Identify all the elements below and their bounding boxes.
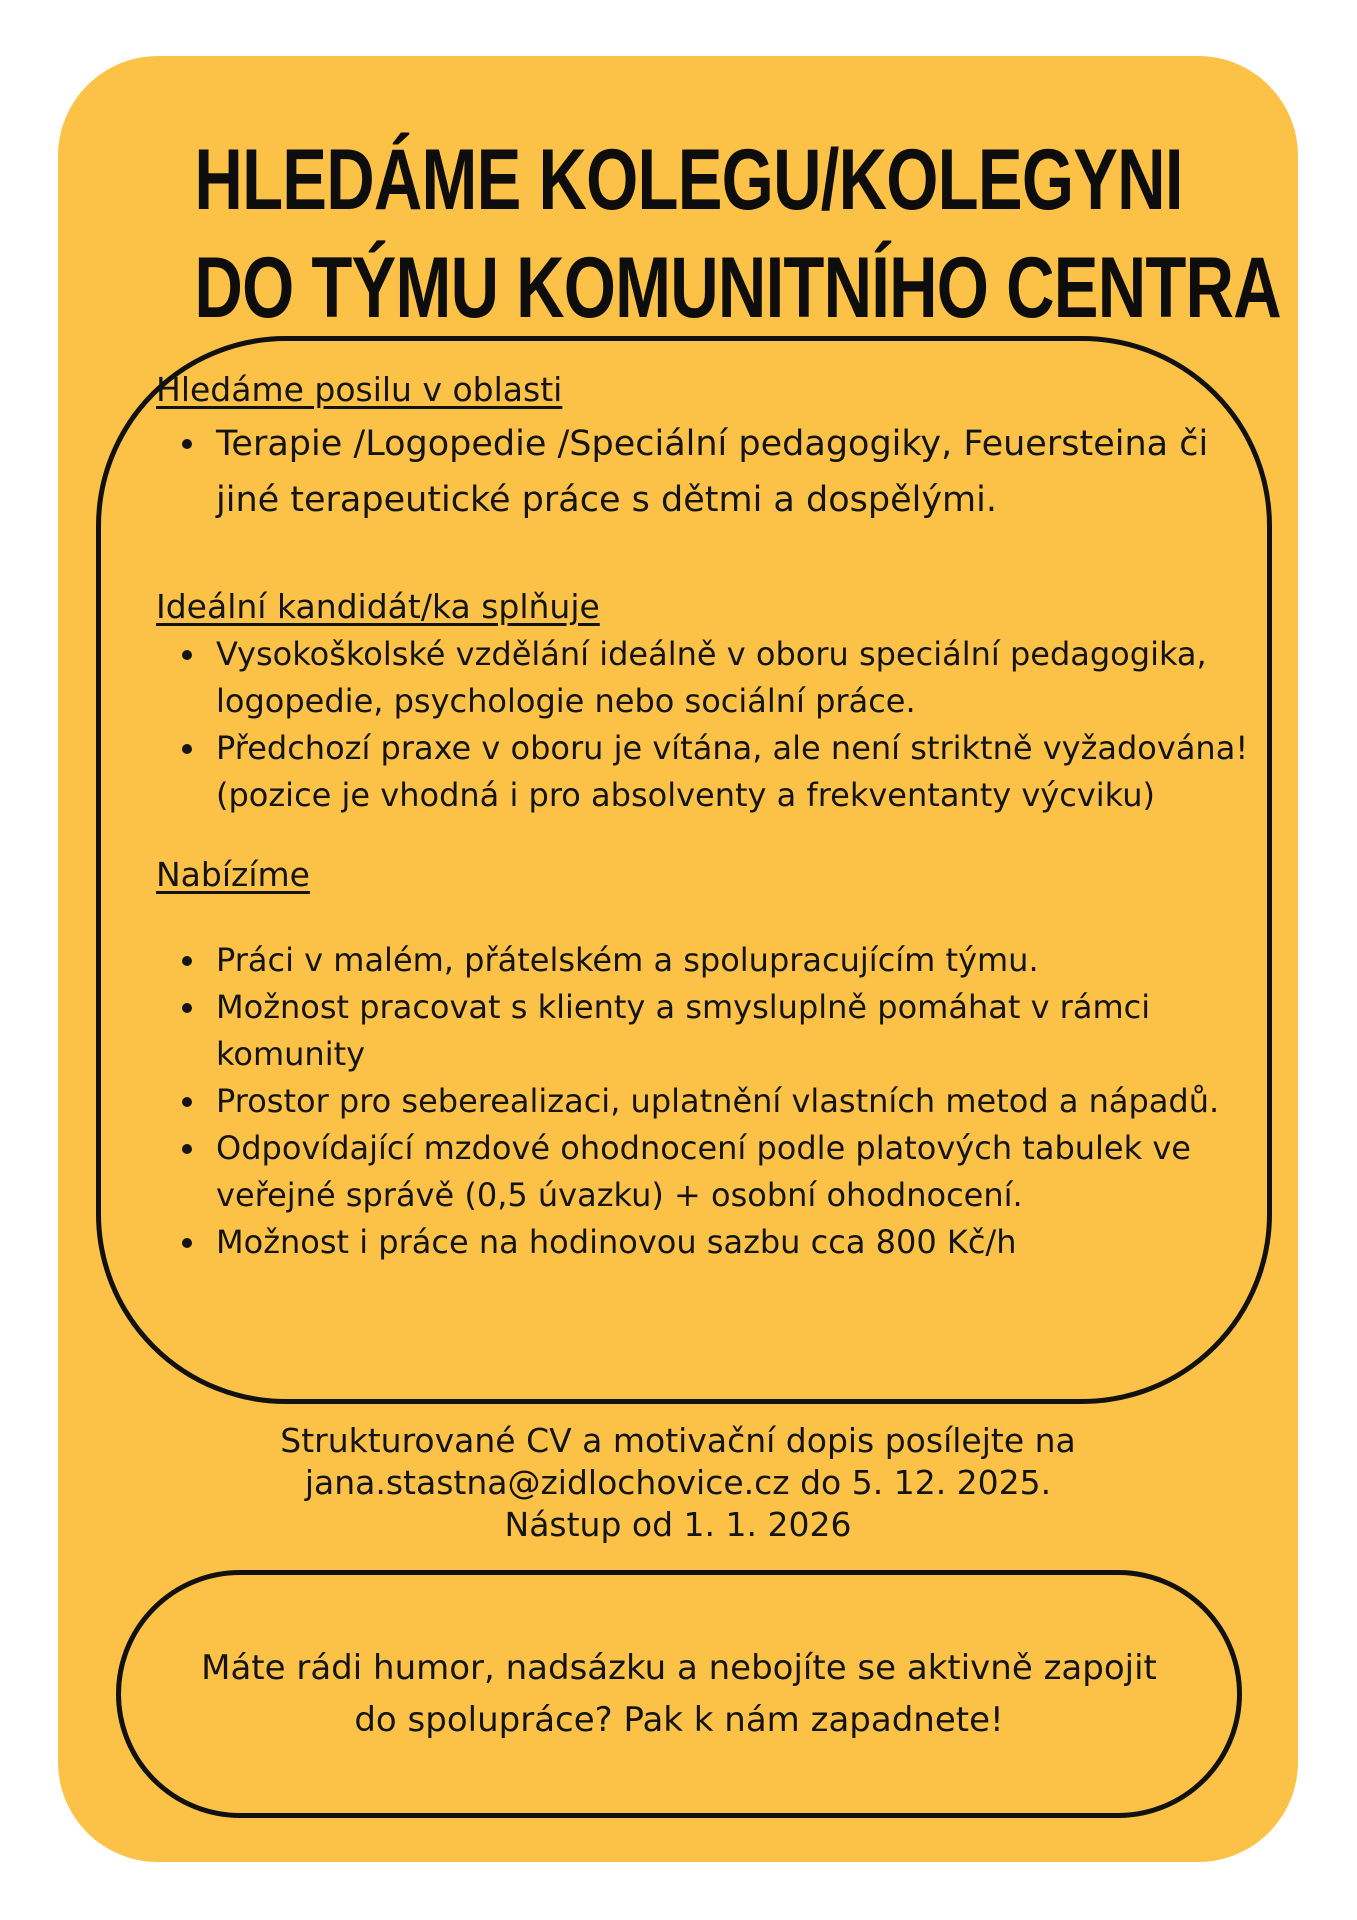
list-item: Práci v malém, přátelském a spolupracujícím týmu.: [156, 937, 1256, 984]
section-requirements: [156, 587, 1256, 819]
contact-line-2: jana.stastna@zidlochovice.cz do 5. 12. 2025.: [304, 1463, 1052, 1502]
list-item: Možnost pracovat s klienty a smysluplně pomáhat v rámci komunity: [156, 984, 1256, 1078]
list-item: Možnost i práce na hodinovou sazbu cca 800 Kč/h: [156, 1219, 1256, 1266]
section-heading: Hledáme posilu v oblasti: [156, 370, 563, 409]
section-offer: [156, 855, 1256, 1266]
info-content: [156, 370, 1256, 1266]
list-item: Vysokoškolské vzdělání ideálně v oboru speciální pedagogika, logopedie, psychologie nebo sociální práce.: [156, 631, 1256, 725]
section-heading: Ideální kandidát/ka splňuje: [156, 587, 600, 626]
list-item: Odpovídající mzdové ohodnocení podle platových tabulek ve veřejné správě (0,5 úvazku) + osobní ohodnocení.: [156, 1125, 1256, 1219]
bullet-list: [156, 416, 1256, 528]
contact-line-3: Nástup od 1. 1. 2026: [504, 1505, 852, 1544]
poster-title: [194, 126, 1281, 342]
closing-line-1: Máte rádi humor, nadsázku a nebojíte se aktivně zapojit: [201, 1648, 1157, 1688]
title-line-2: DO TÝMU KOMUNITNÍHO CENTRA: [194, 240, 1281, 336]
section-heading: Nabízíme: [156, 855, 310, 894]
closing-line-2: do spolupráce? Pak k nám zapadnete!: [354, 1700, 1004, 1740]
list-item: Předchozí praxe v oboru je vítána, ale není striktně vyžadována! (pozice je vhodná i pro absolventy a frekventanty výcviku): [156, 725, 1256, 819]
contact-line-1: Strukturované CV a motivační dopis posílejte na: [280, 1421, 1076, 1460]
contact-info: [58, 1420, 1298, 1546]
job-poster-card: [58, 56, 1298, 1862]
closing-message: [201, 1642, 1157, 1746]
list-item: Prostor pro seberealizaci, uplatnění vlastních metod a nápadů.: [156, 1078, 1256, 1125]
bullet-list: [156, 631, 1256, 819]
section-field: [156, 370, 1256, 528]
bullet-list: [156, 937, 1256, 1266]
list-item: Terapie /Logopedie /Speciální pedagogiky, Feuersteina či jiné terapeutické práce s dětmi a dospělými.: [156, 416, 1256, 528]
closing-message-box: [116, 1570, 1242, 1818]
title-line-1: HLEDÁME KOLEGU/KOLEGYNI: [194, 132, 1183, 228]
